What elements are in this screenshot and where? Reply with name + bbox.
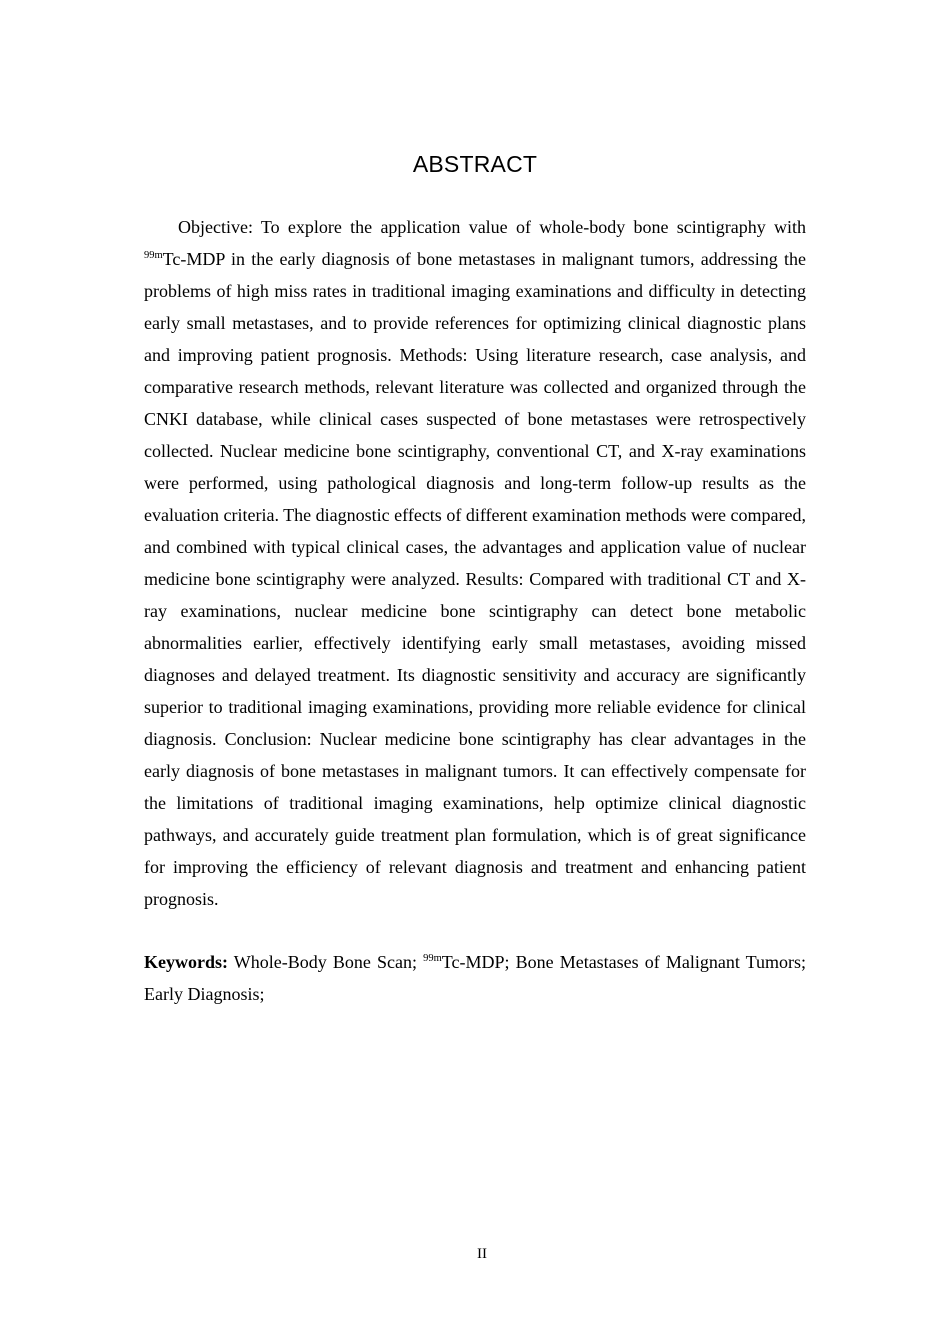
keywords-text-after: Tc-MDP; Bone Metastases of Malignant Tumors; Early Diagnosis; (144, 952, 807, 1004)
keywords-text-before: Whole-Body Bone Scan; (228, 952, 424, 972)
keywords-isotope-superscript: 99m (423, 953, 442, 964)
keywords-paragraph (144, 946, 806, 1010)
page-number: II (477, 1246, 487, 1262)
isotope-superscript: 99m (144, 250, 163, 261)
abstract-paragraph (144, 211, 806, 915)
keywords-label: Keywords: (144, 952, 228, 972)
abstract-body-text: Tc-MDP in the early diagnosis of bone metastases in malignant tumors, addressing the problems of high miss rates in traditional imaging examinations and difficulty in detecting early small metastases, and to provide references for optimizing clinical diagnostic plans and improving patient prognosis. Methods: Using literature research, case analysis, and comparative research methods, relevant literature was collected and organized through the CNKI database, while clinical cases suspected of bone metastases were retrospectively collected. Nuclear medicine bone scintigraphy, conventional CT, and X-ray examinations were performed, using pathological diagnosis and long-term follow-up results as the evaluation criteria. The diagnostic effects of different examination methods were compared, and combined with typical clinical cases, the advantages and application value of nuclear medicine bone scintigraphy were analyzed. Results: Compared with traditional CT and X-ray examinations, nuclear medicine bone scintigraphy can detect bone metabolic abnormalities earlier, effectively identifying early small metastases, avoiding missed diagnoses and delayed treatment. Its diagnostic sensitivity and accuracy are significantly superior to traditional imaging examinations, providing more reliable evidence for clinical diagnosis. Conclusion: Nuclear medicine bone scintigraphy has clear advantages in the early diagnosis of bone metastases in malignant tumors. It can effectively compensate for the limitations of traditional imaging examinations, help optimize clinical diagnostic pathways, and accurately guide treatment plan formulation, which is of great significance for improving the efficiency of relevant diagnosis and treatment and enhancing patient prognosis. (144, 249, 806, 909)
page-title: ABSTRACT (412, 151, 538, 177)
abstract-lead-text: Objective: To explore the application value of whole-body bone scintigraphy with (178, 217, 806, 237)
